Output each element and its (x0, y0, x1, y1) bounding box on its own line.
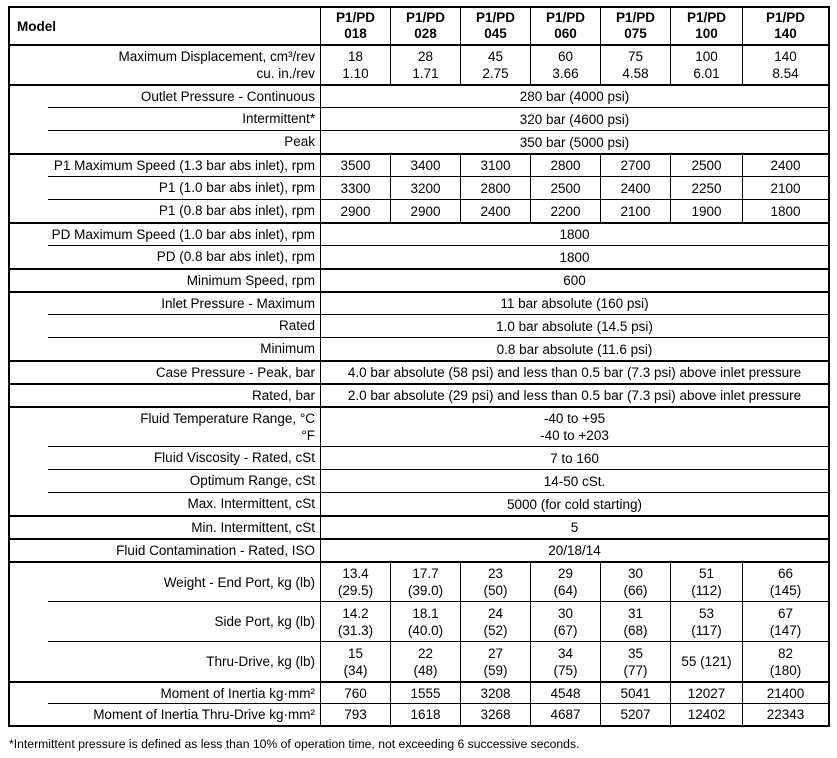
row-max-intermittent (10, 492, 828, 515)
row-inlet-pressure-maximum (10, 291, 828, 314)
column-header-060 (531, 8, 601, 44)
merged-value: 320 bar (4600 psi) (519, 111, 630, 127)
row-label (10, 408, 321, 446)
row-label: PD (0.8 bar abs inlet), rpm (10, 245, 321, 268)
row-pd-max-speed-1-0 (10, 222, 828, 245)
value-line: 31 (627, 605, 644, 621)
value-cell: 3300 (321, 177, 391, 199)
row-values (321, 176, 828, 199)
row-label: Fluid Viscosity - Rated, cSt (10, 446, 321, 469)
value-line: (39.0) (407, 583, 444, 598)
row-case-pressure-rated (10, 383, 828, 406)
row-label: PD Maximum Speed (1.0 bar abs inlet), rpm (10, 224, 321, 245)
row-pd-speed-0-8 (10, 245, 828, 268)
value-cell (531, 46, 601, 84)
value-line: 14.2 (342, 605, 369, 621)
value-cell: 2100 (770, 180, 801, 196)
row-label (10, 46, 321, 84)
row-min-intermittent (10, 515, 828, 538)
value-cell (671, 46, 743, 84)
value-line: 30 (627, 566, 644, 581)
value-cell: 2100 (601, 200, 671, 222)
value-line: (48) (413, 662, 438, 678)
row-label: Fluid Contamination - Rated, ISO (10, 540, 321, 561)
row-label: Peak (10, 130, 321, 153)
value-cell: 5207 (601, 704, 671, 725)
row-values (321, 385, 828, 406)
value-line: (67) (553, 622, 578, 638)
value-cell: 1618 (391, 704, 461, 725)
value-line: (50) (483, 583, 508, 598)
value-cell (461, 46, 531, 84)
merged-value (321, 408, 828, 446)
value-cell: 3268 (461, 704, 531, 725)
column-header-line: P1/PD (686, 10, 727, 25)
row-values (321, 130, 828, 153)
column-header-line: 028 (414, 26, 437, 41)
row-outlet-pressure-continuous (10, 84, 828, 107)
value-line: (40.0) (407, 622, 444, 638)
value-line: 2.75 (482, 66, 509, 81)
row-label: Max. Intermittent, cSt (10, 492, 321, 515)
value-line: 53 (698, 605, 715, 621)
row-values (321, 601, 828, 641)
row-label: Weight - End Port, kg (lb) (10, 563, 321, 601)
row-values (321, 337, 828, 360)
row-label: Optimum Range, cSt (10, 469, 321, 492)
value-line: 17.7 (412, 566, 439, 581)
column-header-line: 060 (554, 26, 577, 41)
value-line: (112) (691, 583, 722, 598)
value-cell (391, 642, 461, 681)
row-values (321, 224, 828, 245)
merged-value: 11 bar absolute (160 psi) (500, 296, 649, 311)
row-label: Minimum (10, 337, 321, 360)
column-header-140 (743, 8, 828, 44)
value-cell: 5041 (601, 683, 671, 703)
value-cell (321, 642, 391, 681)
value-line: 4.58 (622, 66, 649, 81)
value-line: (29.5) (337, 583, 374, 598)
value-cell: 1800 (770, 203, 801, 219)
row-values (321, 107, 828, 130)
row-values (321, 563, 828, 601)
row-outlet-pressure-intermittent (10, 107, 828, 130)
row-p1-speed-1-0 (10, 176, 828, 199)
value-line: 15 (347, 645, 364, 661)
row-values (321, 46, 828, 84)
value-cell: 2500 (531, 177, 601, 199)
column-header-100 (671, 8, 743, 44)
column-header-line: 100 (695, 26, 718, 41)
value-cell (743, 602, 828, 641)
row-values (321, 641, 828, 681)
value-line: (66) (623, 583, 648, 598)
value-line: (31.3) (337, 622, 374, 638)
row-weight-side-port (10, 601, 828, 641)
row-values (321, 517, 828, 538)
row-values (321, 469, 828, 492)
row-label: P1 (0.8 bar abs inlet), rpm (10, 199, 321, 222)
column-header-line: 075 (624, 26, 647, 41)
value-line: -40 to +203 (540, 428, 609, 443)
value-line: 6.01 (693, 66, 720, 81)
row-label: P1 (1.0 bar abs inlet), rpm (10, 176, 321, 199)
value-cell: 793 (321, 704, 391, 725)
value-cell (321, 563, 391, 601)
value-cell (461, 642, 531, 681)
row-weight-thru-drive (10, 641, 828, 681)
value-cell: 21400 (766, 685, 805, 701)
value-cell (321, 46, 391, 84)
merged-value: 5000 (for cold starting) (506, 496, 643, 512)
model-header: Model (10, 8, 321, 44)
row-values (321, 314, 828, 337)
value-line: (59) (483, 662, 508, 678)
column-header-line: P1/PD (475, 10, 516, 25)
value-line: (34) (343, 662, 368, 678)
value-cell: 4548 (531, 683, 601, 703)
row-moment-of-inertia (10, 681, 828, 703)
row-label: Min. Intermittent, cSt (10, 517, 321, 538)
row-label: Intermittent* (10, 107, 321, 130)
row-label-line: °F (301, 428, 315, 443)
row-p1-speed-0-8 (10, 199, 828, 222)
row-inlet-pressure-minimum (10, 337, 828, 360)
value-cell: 3200 (391, 177, 461, 199)
value-cell: 2900 (391, 200, 461, 222)
value-cell (743, 642, 828, 681)
merged-value: 7 to 160 (550, 450, 599, 466)
value-line: (117) (691, 622, 722, 638)
value-line: 35 (627, 645, 644, 661)
value-line: 100 (695, 49, 718, 64)
row-max-displacement (10, 44, 828, 84)
column-header-075 (601, 8, 671, 44)
column-header-line: P1/PD (545, 10, 586, 25)
column-header-line: P1/PD (335, 10, 376, 25)
merged-value: 280 bar (4000 psi) (519, 89, 630, 104)
value-cell: 4687 (531, 704, 601, 725)
value-line: 51 (698, 566, 715, 581)
row-values (321, 703, 828, 725)
value-cell (321, 602, 391, 641)
value-cell: 2200 (531, 200, 601, 222)
value-cell (461, 602, 531, 641)
value-line: 13.4 (342, 566, 369, 581)
row-values (321, 270, 828, 291)
value-cell (531, 642, 601, 681)
merged-value: 1800 (559, 227, 590, 242)
row-minimum-speed (10, 268, 828, 291)
row-values (321, 155, 828, 176)
row-values (321, 86, 828, 107)
value-line: (147) (769, 622, 802, 638)
value-cell: 2250 (671, 177, 743, 199)
value-line: (145) (769, 583, 802, 598)
value-cell (531, 563, 601, 601)
value-cell (461, 563, 531, 601)
row-label: P1 Maximum Speed (1.3 bar abs inlet), rpm (10, 155, 321, 176)
value-line: 8.54 (772, 66, 799, 81)
row-values (321, 446, 828, 469)
value-cell (601, 602, 671, 641)
value-line: 28 (417, 49, 434, 64)
merged-value: 0.8 bar absolute (11.6 psi) (496, 341, 653, 357)
value-line: 27 (487, 645, 504, 661)
row-fluid-viscosity-rated (10, 446, 828, 469)
value-cell: 2800 (461, 177, 531, 199)
row-label-line: cu. in./rev (256, 66, 315, 81)
column-header-line: P1/PD (405, 10, 446, 25)
value-cell (743, 563, 828, 601)
merged-value: 600 (563, 273, 586, 288)
row-fluid-contamination (10, 538, 828, 561)
row-label: Inlet Pressure - Maximum (10, 293, 321, 314)
row-label: Side Port, kg (lb) (10, 601, 321, 641)
value-cell: 3500 (321, 155, 391, 176)
spec-table (8, 6, 830, 727)
value-cell: 2500 (671, 155, 743, 176)
value-cell (601, 46, 671, 84)
value-cell: 760 (321, 683, 391, 703)
row-inlet-pressure-rated (10, 314, 828, 337)
row-values (321, 408, 828, 446)
value-line: (77) (623, 662, 648, 678)
value-cell: 1900 (671, 200, 743, 222)
value-cell (671, 563, 743, 601)
value-line: -40 to +95 (543, 411, 606, 426)
row-label: Rated, bar (10, 385, 321, 406)
value-cell (391, 602, 461, 641)
value-line: 67 (777, 605, 794, 621)
value-cell: 2700 (601, 155, 671, 176)
column-header-018 (321, 8, 391, 44)
value-line: 22 (417, 645, 434, 661)
row-values (321, 362, 828, 383)
merged-value: 20/18/14 (548, 543, 601, 558)
merged-value: 350 bar (5000 psi) (519, 134, 630, 150)
column-header-line: P1/PD (765, 10, 806, 25)
header-columns (321, 8, 828, 44)
row-p1-max-speed-1-3 (10, 153, 828, 176)
row-weight-end-port (10, 561, 828, 601)
merged-value: 5 (570, 520, 579, 535)
value-line: (68) (623, 622, 648, 638)
value-line: 18.1 (412, 605, 439, 621)
value-cell: 2400 (601, 177, 671, 199)
value-line: 82 (777, 645, 794, 661)
row-values (321, 492, 828, 515)
row-values (321, 199, 828, 222)
column-header-045 (461, 8, 531, 44)
value-line: 140 (774, 49, 797, 64)
value-cell: 3400 (391, 155, 461, 176)
value-line: 55 (121) (681, 654, 732, 669)
value-line: 3.66 (552, 66, 579, 81)
row-label: Case Pressure - Peak, bar (10, 362, 321, 383)
value-line: 1.10 (342, 66, 369, 81)
value-cell: 12027 (671, 683, 743, 703)
column-header-line: P1/PD (615, 10, 656, 25)
column-header-028 (391, 8, 461, 44)
value-line: 45 (487, 49, 504, 64)
value-cell (391, 563, 461, 601)
value-cell: 22343 (766, 707, 805, 722)
column-header-line: 018 (344, 26, 367, 41)
row-fluid-temperature-range (10, 406, 828, 446)
merged-value: 1800 (559, 249, 590, 265)
row-moment-of-inertia-thru-drive (10, 703, 828, 725)
value-line: 24 (487, 605, 504, 621)
value-line: (75) (553, 662, 578, 678)
row-label: Moment of Inertia kg·mm² (10, 683, 321, 703)
value-cell: 12402 (671, 704, 743, 725)
row-values (321, 245, 828, 268)
value-cell: 3100 (461, 155, 531, 176)
value-cell (391, 46, 461, 84)
value-cell: 2800 (531, 155, 601, 176)
row-optimum-range (10, 469, 828, 492)
value-cell: 2400 (770, 158, 801, 173)
row-values (321, 683, 828, 703)
merged-value: 1.0 bar absolute (14.5 psi) (496, 318, 653, 334)
column-header-line: 140 (774, 26, 797, 41)
value-line: 29 (557, 566, 574, 581)
row-values (321, 540, 828, 561)
footnote: *Intermittent pressure is defined as less than 10% of operation time, not exceeding 6 successive seconds. (9, 737, 580, 751)
value-cell (743, 46, 828, 84)
value-line: 34 (557, 645, 574, 661)
value-cell (531, 602, 601, 641)
value-cell: 2400 (461, 200, 531, 222)
value-cell (671, 602, 743, 641)
value-line: 30 (557, 605, 574, 621)
value-cell: 1555 (391, 683, 461, 703)
value-cell (601, 642, 671, 681)
row-label: Minimum Speed, rpm (10, 270, 321, 291)
merged-value: 2.0 bar absolute (29 psi) and less than 0.5 bar (7.3 psi) above inlet pressure (347, 388, 802, 403)
merged-value: 4.0 bar absolute (58 psi) and less than 0.5 bar (7.3 psi) above inlet pressure (347, 365, 802, 380)
value-line: 18 (347, 49, 364, 64)
value-cell: 2900 (321, 200, 391, 222)
row-label: Moment of Inertia Thru-Drive kg·mm² (10, 703, 321, 725)
value-cell (671, 642, 743, 681)
merged-value: 14-50 cSt. (543, 473, 606, 489)
value-line: 1.71 (412, 66, 439, 81)
row-label: Rated (10, 314, 321, 337)
value-line: 66 (777, 566, 794, 581)
value-line: (180) (769, 662, 802, 678)
value-line: 60 (557, 49, 574, 64)
value-line: (52) (483, 622, 508, 638)
row-label-line: Fluid Temperature Range, °C (140, 411, 315, 426)
row-values (321, 293, 828, 314)
value-cell: 3208 (461, 683, 531, 703)
row-label: Outlet Pressure - Continuous (10, 86, 321, 107)
value-line: (64) (553, 583, 578, 598)
value-cell (601, 563, 671, 601)
row-label-line: Maximum Displacement, cm³/rev (118, 49, 315, 64)
value-line: 75 (627, 49, 644, 64)
row-outlet-pressure-peak (10, 130, 828, 153)
column-header-line: 045 (484, 26, 507, 41)
row-label: Thru-Drive, kg (lb) (10, 641, 321, 681)
header-row (10, 8, 828, 44)
row-case-pressure-peak (10, 360, 828, 383)
value-line: 23 (487, 566, 504, 581)
